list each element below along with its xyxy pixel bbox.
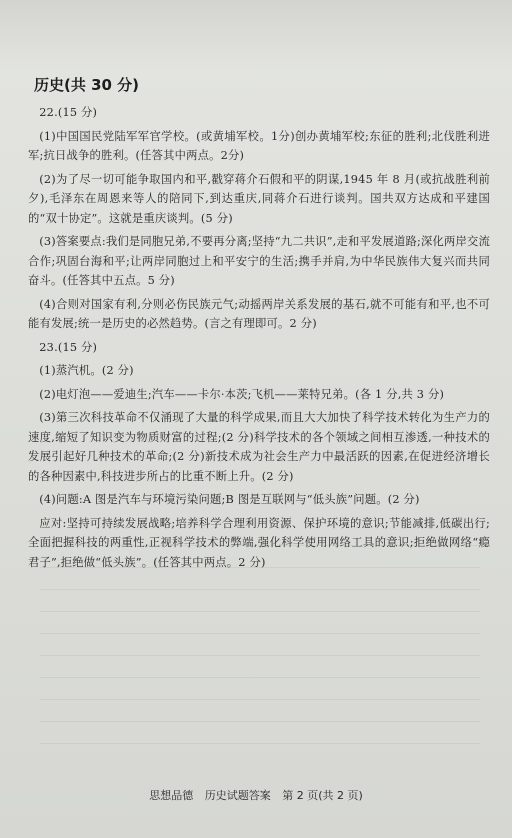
section-title: 历史(共 30 分) bbox=[34, 76, 140, 94]
page-footer bbox=[0, 787, 512, 803]
answer-paragraph: (4)问题:A 图是汽车与环境污染问题;B 图是互联网与“低头族”问题。(2 分) bbox=[39, 493, 420, 506]
answer-paragraph: (2)为了尽一切可能争取国内和平,戳穿蒋介石假和平的阴谋,1945 年 8 月(或抗战胜利前夕),毛泽东在周恩来等人的陪同下,到达重庆,同蒋介石进行谈判。国共双方达成和平建国的“双十协定”。这就是重庆谈判。(5 分) bbox=[28, 172, 490, 225]
question-header: 22.(15 分) bbox=[39, 106, 98, 119]
question-header: 23.(15 分) bbox=[39, 340, 98, 354]
answer-content bbox=[28, 62, 490, 576]
answer-paragraph: (3)答案要点:我们是同胞兄弟,不要再分离;坚持“九二共识”,走和平发展道路;深化两岸交流合作;巩固台海和平;让两岸同胞过上和平安宁的生活;携手并肩,为中华民族伟大复兴而共同奋斗。(任答其中五点。5 分) bbox=[28, 235, 490, 287]
answer-paragraph: (3)第三次科技革命不仅涌现了大量的科学成果,而且大大加快了科学技术转化为生产力的速度,缩短了知识变为物质财富的过程;(2 分)科学技术的各个领域之间相互渗透,一种技术的发展引起好几种技术的革命;(2 分)新技术成为社会生产力中最活跃的因素,在促进经济增长的各种因素中,科技进步所占的比重不断上升。(2 分) bbox=[28, 411, 490, 483]
paper-shadow bbox=[0, 0, 512, 70]
footer-subject: 思想品德 bbox=[149, 789, 194, 802]
answer-paragraph: (1)蒸汽机。(2 分) bbox=[39, 364, 134, 377]
show-through-texture bbox=[40, 545, 480, 755]
question-22 bbox=[28, 103, 490, 334]
footer-page-number: 第 2 页(共 2 页) bbox=[282, 789, 363, 802]
footer-title: 历史试题答案 bbox=[204, 789, 271, 802]
answer-paragraph: (2)电灯泡——爱迪生;汽车——卡尔·本茨;飞机——莱特兄弟。(各 1 分,共 3 分) bbox=[39, 387, 445, 401]
question-23 bbox=[28, 338, 490, 573]
answer-paragraph: (4)合则对国家有利,分则必伤民族元气;动摇两岸关系发展的基石,就不可能有和平,也不可能有发展;统一是历史的必然趋势。(言之有理即可。2 分) bbox=[28, 297, 490, 330]
answer-paragraph: (1)中国国民党陆军军官学校。(或黄埔军校。1分)创办黄埔军校;东征的胜利;北伐胜利进军;抗日战争的胜利。(任答其中两点。2分) bbox=[28, 129, 490, 162]
answer-paragraph: 应对:坚持可持续发展战略;培养科学合理利用资源、保护环境的意识;节能减排,低碳出行;全面把握科技的两重性,正视科学技术的弊端,强化科学使用网络工具的意识;拒绝做网络“瘾君子”,拒绝做“低头族”。(任答其中两点。2 分) bbox=[28, 516, 490, 569]
